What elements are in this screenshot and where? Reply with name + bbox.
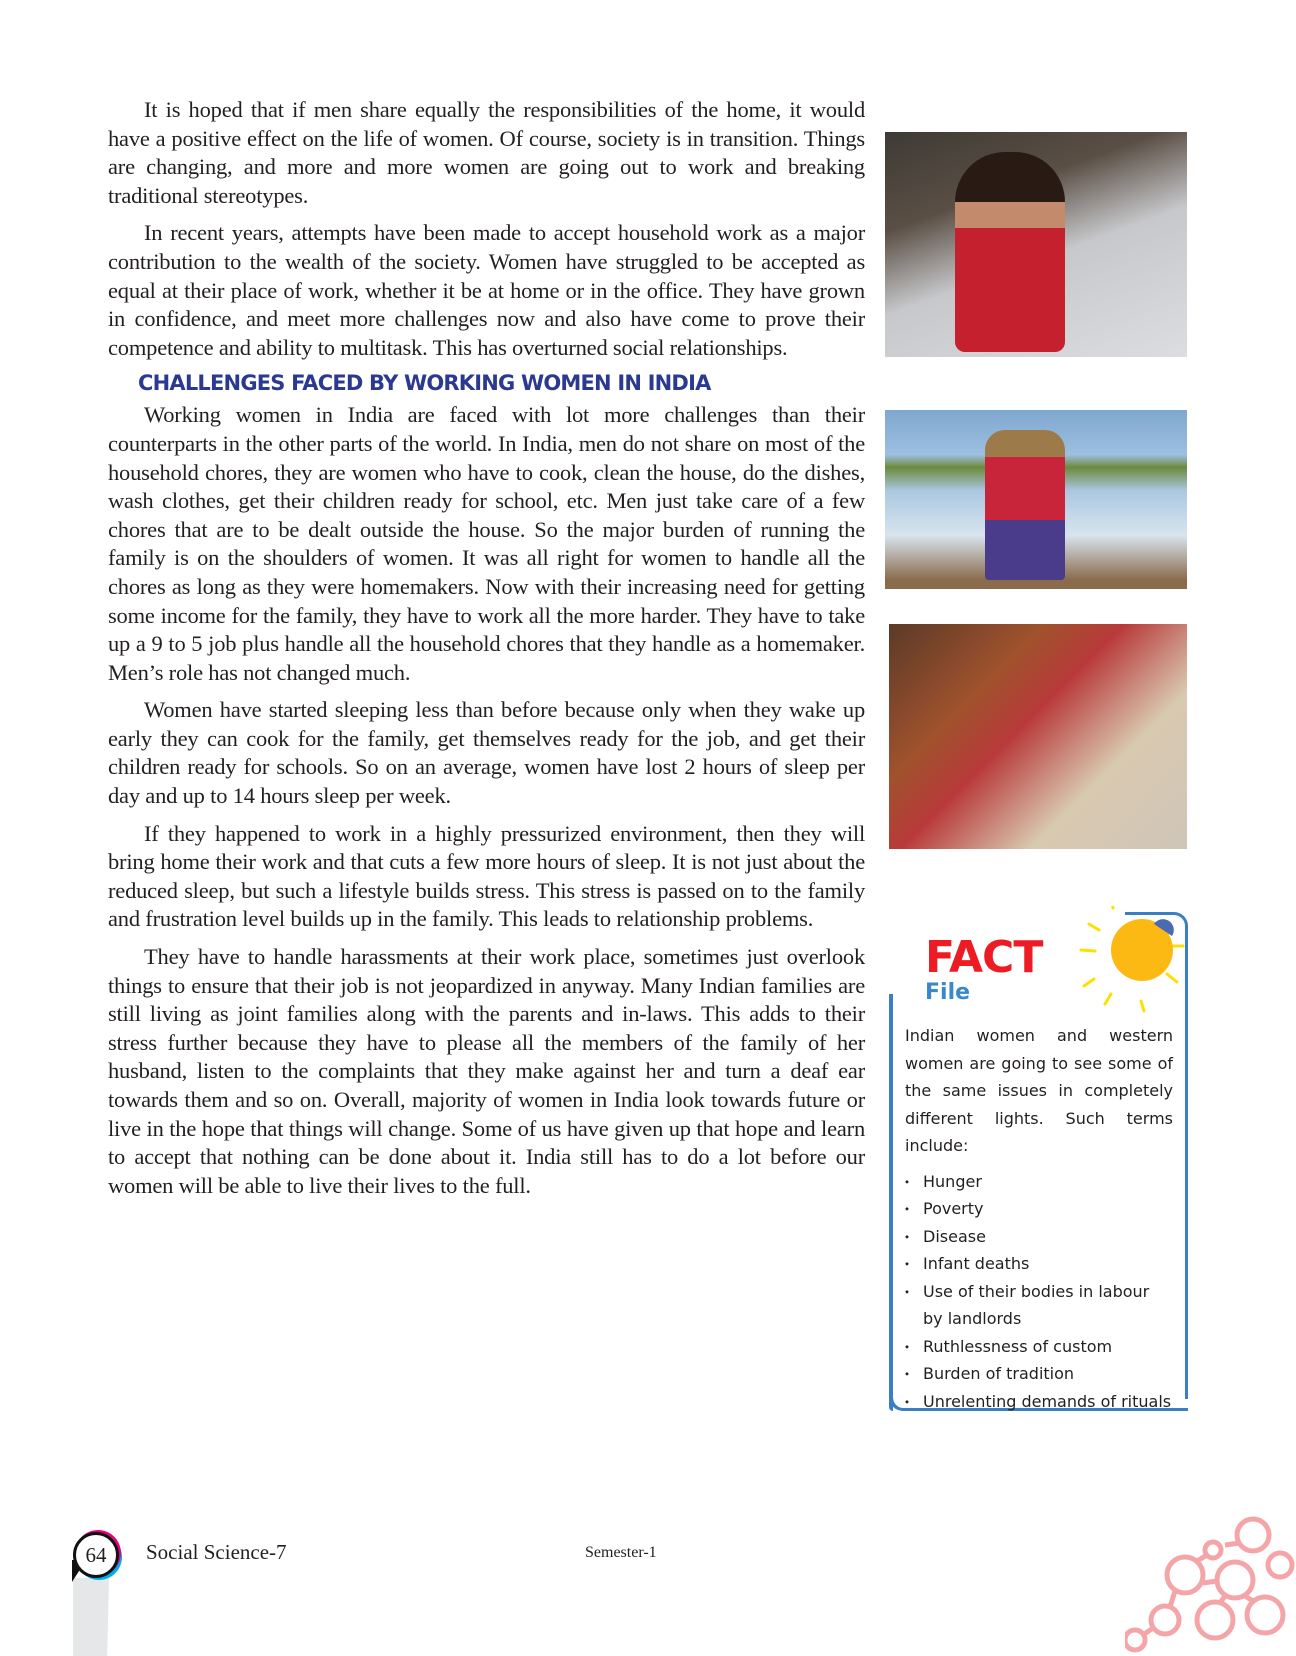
paragraph: Women have started sleeping less than before because only when they wake up early they can cook for the family, get themselves ready for the job, and get their children ready for schools. So on an average, women have lost 2 hours of sleep per day and up to 14 hours sleep per week. [108, 697, 865, 809]
list-item: ⬩ Infant deaths [905, 1250, 1173, 1278]
photo-salt-workers [885, 410, 1187, 589]
section-heading: CHALLENGES FACED BY WORKING WOMEN IN INDIA [138, 371, 711, 396]
semester-label: Semester-1 [585, 1544, 657, 1561]
fact-subtitle: File [925, 980, 971, 1005]
molecule-decoration-icon [1125, 1505, 1296, 1656]
page-number: 64 [73, 1532, 119, 1578]
photo-factory-workers [889, 624, 1187, 849]
list-item: ⬩ Burden of tradition [905, 1360, 1173, 1388]
list-item: ⬩ Poverty [905, 1195, 1173, 1223]
paragraph: They have to handle harassments at their work place, sometimes just overlook things to ensure that their job is not jeopardized in anyway. Many Indian families are still living as joint families along with the parents and in-laws. This adds to their stress further because they have to please all the members of the family of her husband, listen to the complaints that they make against her and turn a deaf ear towards them and so on. Overall, majority of women in India look towards future or live in the hope that things will change. Some of us have given up that hope and learn to accept that nothing can be done about it. India still has to do a lot before our women will be able to live their lives to the full. [108, 944, 865, 1198]
main-text-column [108, 96, 865, 1209]
paragraph: In recent years, attempts have been made to accept household work as a major contribution to the wealth of the society. Women have struggled to be accepted as equal at their place of work, whether it be at home or in the office. They have grown in confidence, and meet more challenges now and also have come to prove their competence and ability to multitask. This has overturned social relationships. [108, 220, 865, 360]
list-item: ⬩ Use of their bodies in labour by landlords [905, 1278, 1173, 1333]
paragraph: Working women in India are faced with lot more challenges than their counterparts in the other parts of the world. In India, men do not share on most of the household chores, they are women who have to cook, clean the house, do the dishes, wash clothes, get their children ready for school, etc. Men just take care of a few chores that are to be dealt outside the house. So the major burden of running the family is on the shoulders of women. It was all right for women to handle all the chores as long as they were homemakers. Now with their increasing need for getting some income for the family, they have to work all the more harder. They have to take up a 9 to 5 job plus handle all the household chores that they handle as a homemaker. Men’s role has not changed much. [108, 402, 865, 685]
bulb-sun-icon [1059, 906, 1189, 1016]
bullet-icon: ⬩ [905, 1229, 909, 1243]
photo-office-woman [885, 132, 1187, 357]
book-title: Social Science-7 [146, 1540, 287, 1564]
paragraph: It is hoped that if men share equally the responsibilities of the home, it would have a positive effect on the life of women. Of course, society is in transition. Things are changing, and more and more women are going out to work and breaking traditional stereotypes. [108, 97, 865, 208]
fact-intro: Indian women and western women are going to see some of the same issues in completely different lights. Such terms include: [905, 1026, 1173, 1155]
bullet-icon: ⬩ [905, 1257, 909, 1270]
paragraph: If they happened to work in a highly pressurized environment, then they will bring home their work and that cuts a few more hours of sleep. It is not just about the reduced sleep, but such a lifestyle builds stress. This stress is passed on to the family and frustration level builds up in the family. This leads to relationship problems. [108, 820, 865, 932]
bullet-icon: ⬩ [905, 1174, 909, 1188]
list-item: ⬩ Unrelenting demands of rituals [905, 1388, 1173, 1416]
fact-list [905, 1168, 1173, 1416]
bullet-icon: ⬩ [905, 1339, 909, 1353]
fact-file-box [889, 906, 1188, 1411]
list-item: ⬩ Hunger [905, 1168, 1173, 1196]
fact-title: FACT [925, 932, 1043, 983]
list-item: ⬩ Disease [905, 1223, 1173, 1251]
bullet-icon: ⬩ [905, 1284, 909, 1298]
bullet-icon: ⬩ [905, 1367, 909, 1380]
bullet-icon: ⬩ [905, 1202, 909, 1215]
list-item: ⬩ Ruthlessness of custom [905, 1333, 1173, 1361]
bullet-icon: ⬩ [905, 1394, 909, 1408]
fact-body [905, 1022, 1173, 1415]
page-tab-decoration [73, 1578, 109, 1656]
